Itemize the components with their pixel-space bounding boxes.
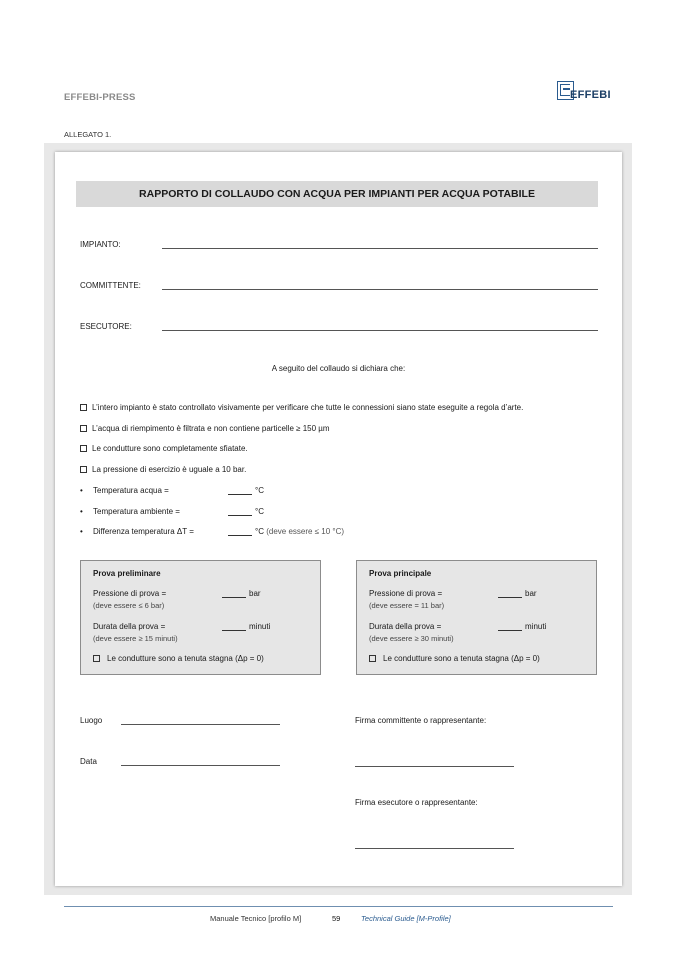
preliminary-pressure-unit: bar xyxy=(249,589,261,598)
preliminary-duration-field[interactable] xyxy=(222,630,246,631)
temperature-difference-note: (deve essere ≤ 10 °C) xyxy=(266,527,345,536)
preliminary-test-box xyxy=(80,560,321,675)
luogo-label: Luogo xyxy=(80,716,103,725)
water-temperature-label: Temperatura acqua = xyxy=(93,486,169,495)
check-label: La pressione di esercizio è uguale a 10 bar. xyxy=(92,465,247,474)
preliminary-watertight-check[interactable] xyxy=(93,654,264,663)
water-temperature-unit: °C xyxy=(255,486,264,495)
firma-esecutore-label: Firma esecutore o rappresentante: xyxy=(355,798,478,807)
bullet-icon: • xyxy=(80,527,83,536)
main-duration-unit: minuti xyxy=(525,622,547,631)
brand-name: EFFEBI-PRESS xyxy=(64,92,136,103)
main-duration-field[interactable] xyxy=(498,630,522,631)
effebi-logo xyxy=(557,81,617,103)
checkbox-icon[interactable] xyxy=(80,425,87,432)
main-pressure-note: (deve essere = 11 bar) xyxy=(369,601,445,610)
water-temperature-row xyxy=(80,486,480,498)
impianto-field[interactable] xyxy=(162,248,598,249)
bullet-icon: • xyxy=(80,486,83,495)
checkbox-icon[interactable] xyxy=(93,655,100,662)
form-title: RAPPORTO DI COLLAUDO CON ACQUA PER IMPIANTI PER ACQUA POTABILE xyxy=(76,181,598,207)
logo-text: EFFEBI xyxy=(570,89,611,101)
check-vented-pipes[interactable] xyxy=(80,444,248,453)
temperature-difference-row xyxy=(80,527,480,539)
footer-divider xyxy=(64,906,613,907)
luogo-field[interactable] xyxy=(121,724,280,725)
page-number: 59 xyxy=(332,914,341,923)
data-field[interactable] xyxy=(121,765,280,766)
footer-manual-title: Manuale Tecnico [profilo M] xyxy=(210,914,302,923)
preliminary-duration-unit: minuti xyxy=(249,622,271,631)
data-label: Data xyxy=(80,757,97,766)
check-label: L’intero impianto è stato controllato visivamente per verificare che tutte le connessioni siano state eseguite a regola d’arte. xyxy=(92,403,524,412)
ambient-temperature-row xyxy=(80,507,480,519)
ambient-temperature-field[interactable] xyxy=(228,515,252,516)
ambient-temperature-label: Temperatura ambiente = xyxy=(93,507,180,516)
temperature-difference-unit: °C (deve essere ≤ 10 °C) xyxy=(255,527,345,536)
temperature-difference-field[interactable] xyxy=(228,535,252,536)
esecutore-label: ESECUTORE: xyxy=(80,322,132,331)
firma-esecutore-field[interactable] xyxy=(355,848,514,849)
intro-text: A seguito del collaudo si dichiara che: xyxy=(271,364,406,373)
checkbox-icon[interactable] xyxy=(80,404,87,411)
attachment-label: ALLEGATO 1. xyxy=(64,130,112,139)
main-pressure-label: Pressione di prova = xyxy=(369,589,443,598)
firma-committente-field[interactable] xyxy=(355,766,514,767)
main-duration-note: (deve essere ≥ 30 minuti) xyxy=(369,634,454,643)
check-filtered-water[interactable] xyxy=(80,424,330,433)
committente-field[interactable] xyxy=(162,289,598,290)
preliminary-duration-label: Durata della prova = xyxy=(93,622,166,631)
preliminary-pressure-label: Pressione di prova = xyxy=(93,589,167,598)
main-watertight-label: Le condutture sono a tenuta stagna (Δp = 0) xyxy=(383,654,540,663)
main-watertight-check[interactable] xyxy=(369,654,540,663)
committente-label: COMMITTENTE: xyxy=(80,281,141,290)
main-duration-label: Durata della prova = xyxy=(369,622,442,631)
checkbox-icon[interactable] xyxy=(80,466,87,473)
preliminary-test-title: Prova preliminare xyxy=(93,569,161,578)
ambient-temperature-unit: °C xyxy=(255,507,264,516)
firma-committente-label: Firma committente o rappresentante: xyxy=(355,716,487,725)
preliminary-duration-note: (deve essere ≥ 15 minuti) xyxy=(93,634,178,643)
checkbox-icon[interactable] xyxy=(369,655,376,662)
form-card xyxy=(55,152,622,886)
esecutore-field[interactable] xyxy=(162,330,598,331)
main-pressure-field[interactable] xyxy=(498,597,522,598)
preliminary-pressure-note: (deve essere ≤ 6 bar) xyxy=(93,601,165,610)
main-test-title: Prova principale xyxy=(369,569,432,578)
footer-guide-title: Technical Guide [M-Profile] xyxy=(361,914,451,923)
impianto-label: IMPIANTO: xyxy=(80,240,121,249)
check-visual-inspection[interactable] xyxy=(80,403,523,412)
check-operating-pressure[interactable] xyxy=(80,465,246,474)
preliminary-pressure-field[interactable] xyxy=(222,597,246,598)
checkbox-icon[interactable] xyxy=(80,445,87,452)
check-label: L’acqua di riempimento è filtrata e non contiene particelle ≥ 150 µm xyxy=(92,424,330,433)
water-temperature-field[interactable] xyxy=(228,494,252,495)
preliminary-watertight-label: Le condutture sono a tenuta stagna (Δp = 0) xyxy=(107,654,264,663)
main-pressure-unit: bar xyxy=(525,589,537,598)
check-label: Le condutture sono completamente sfiatate. xyxy=(92,444,248,453)
bullet-icon: • xyxy=(80,507,83,516)
temperature-difference-label: Differenza temperatura ΔT = xyxy=(93,527,194,536)
main-test-box xyxy=(356,560,597,675)
